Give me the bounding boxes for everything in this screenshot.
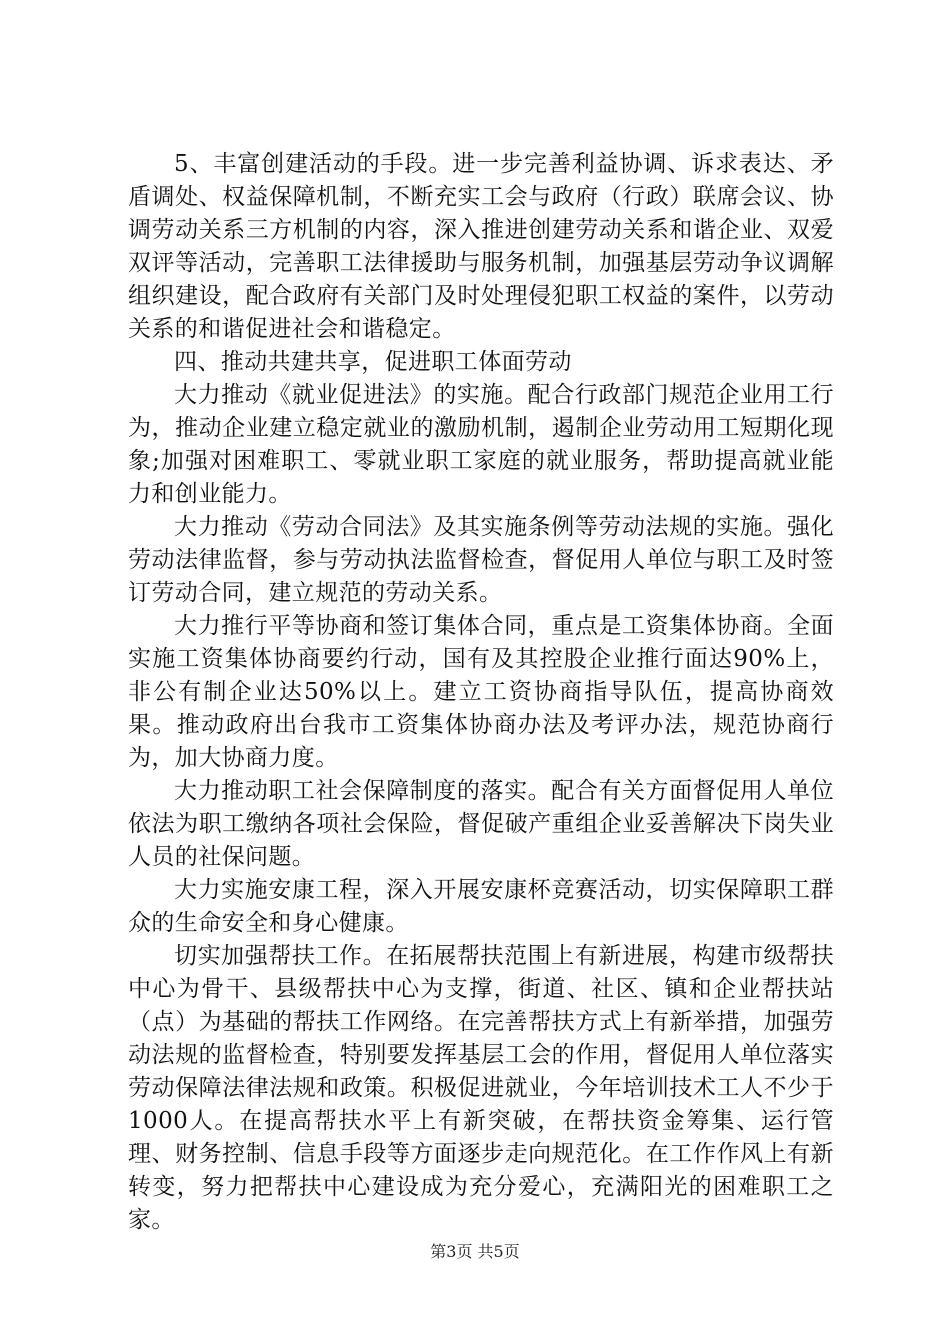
paragraph-collective-bargaining: 大力推行平等协商和签订集体合同，重点是工资集体协商。全面实施工资集体协商要约行动，国有及其控股企业推行面达90%上，非公有制企业达50%以上。建立工资协商指导队伍，提高协商效果。推动政府出台我市工资集体协商办法及考评办法，规范协商行为，加大协商力度。 [128,613,834,771]
document-body [128,148,834,1237]
paragraph-employment-promotion-law: 大力推动《就业促进法》的实施。配合行政部门规范企业用工行为，推动企业建立稳定就业的激励机制，遏制企业劳动用工短期化现象;加强对困难职工、零就业职工家庭的就业服务，帮助提高就业能力和创业能力。 [128,382,834,507]
page-number-footer: 第3页 共5页 [430,1242,520,1261]
paragraph-labor-contract-law: 大力推动《劳动合同法》及其实施条例等劳动法规的实施。强化劳动法律监督，参与劳动执法监督检查，督促用人单位与职工及时签订劳动合同，建立规范的劳动关系。 [128,514,834,606]
paragraph-social-security: 大力推动职工社会保障制度的落实。配合有关方面督促用人单位依法为职工缴纳各项社会保险，督促破产重组企业妥善解决下岗失业人员的社保问题。 [128,778,834,870]
paragraph-ankang-project: 大力实施安康工程，深入开展安康杯竞赛活动，切实保障职工群众的生命安全和身心健康。 [128,877,834,936]
section-heading-4: 四、推动共建共享，促进职工体面劳动 [174,349,572,375]
paragraph-section-5: 5、丰富创建活动的手段。进一步完善利益协调、诉求表达、矛盾调处、权益保障机制，不断充实工会与政府（行政）联席会议、协调劳动关系三方机制的内容，深入推进创建劳动关系和谐企业、双爱双评等活动，完善职工法律援助与服务机制，加强基层劳动争议调解组织建设，配合政府有关部门及时处理侵犯职工权益的案件，以劳动关系的和谐促进社会和谐稳定。 [128,151,834,342]
paragraph-assistance-work: 切实加强帮扶工作。在拓展帮扶范围上有新进展，构建市级帮扶中心为骨干、县级帮扶中心为支撑，街道、社区、镇和企业帮扶站（点）为基础的帮扶工作网络。在完善帮扶方式上有新举措，加强劳动法规的监督检查，特别要发挥基层工会的作用，督促用人单位落实劳动保障法律法规和政策。积极促进就业，今年培训技术工人不少于1000人。在提高帮扶水平上有新突破，在帮扶资金筹集、运行管理、财务控制、信息手段等方面逐步走向规范化。在工作作风上有新转变，努力把帮扶中心建设成为充分爱心，充满阳光的困难职工之家。 [128,943,834,1233]
